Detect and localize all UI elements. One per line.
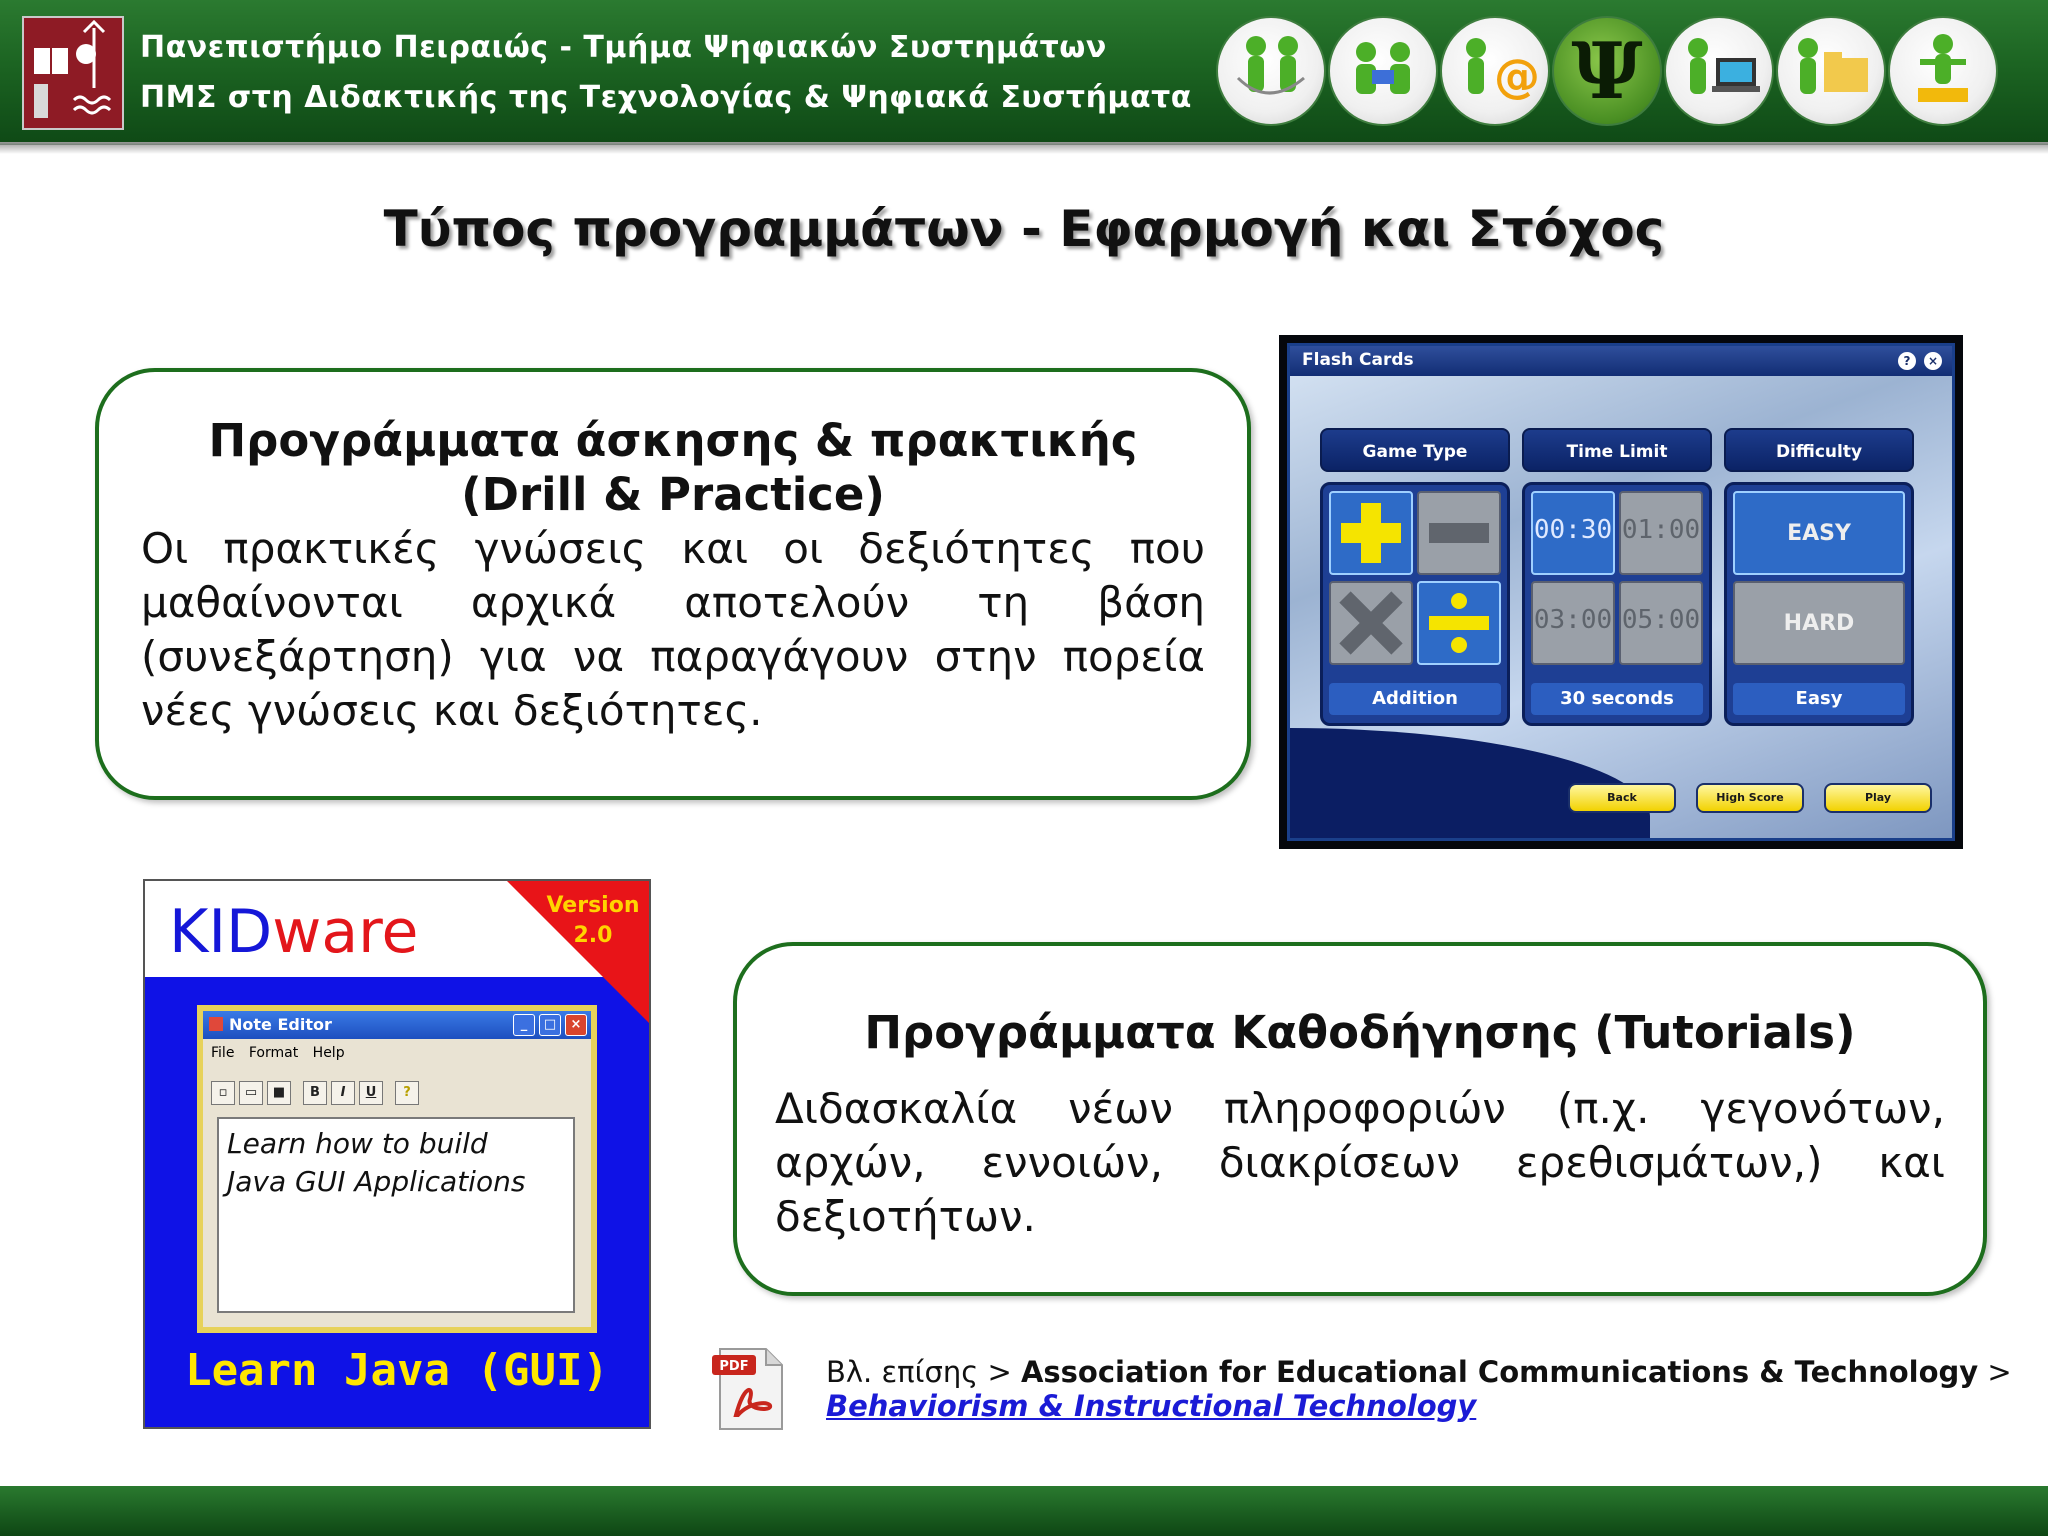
drill-practice-text: Οι πρακτικές γνώσεις και οι δεξιότητες που μαθαίνονται αρχικά αποτελούν τη βάση (συνεξάρτηση) για να παραγάγουν στην πορεία νέες γνώσεις και δεξιότητες. bbox=[141, 524, 1205, 735]
kidware-book-title: Learn Java (GUI) bbox=[185, 1345, 609, 1396]
time-option-label: 03:00 bbox=[1533, 605, 1613, 635]
tutorials-box bbox=[733, 942, 1987, 1296]
reading-figures-icon bbox=[1328, 16, 1438, 126]
bold-icon: B bbox=[303, 1081, 327, 1105]
header-line-2: ΠΜΣ στη Διδακτικής της Τεχνολογίας & Ψηφιακά Συστήματα bbox=[140, 80, 1192, 115]
figure-puzzle-icon bbox=[1888, 16, 1998, 126]
high-score-button[interactable]: High Score bbox=[1696, 783, 1804, 813]
open-folder-icon: ▭ bbox=[239, 1081, 263, 1105]
note-text-line-1: Learn how to build bbox=[227, 1127, 488, 1160]
app-icon bbox=[209, 1017, 223, 1031]
reference-text bbox=[826, 1355, 2012, 1423]
header-line-1: Πανεπιστήμιο Πειραιώς - Τμήμα Ψηφιακών Συστημάτων bbox=[140, 30, 1107, 65]
selected-difficulty: Easy bbox=[1733, 683, 1905, 715]
new-file-icon: ▫ bbox=[211, 1081, 235, 1105]
time-option-label: 05:00 bbox=[1621, 605, 1701, 635]
footer-bar bbox=[0, 1486, 2048, 1536]
figures-cables-icon bbox=[1216, 16, 1326, 126]
back-button[interactable]: Back bbox=[1568, 783, 1676, 813]
note-editor-textarea bbox=[217, 1117, 575, 1313]
at-sign-figure-icon bbox=[1440, 16, 1550, 126]
version-badge bbox=[543, 891, 643, 951]
figure-folder-icon bbox=[1776, 16, 1886, 126]
divide-icon bbox=[1417, 581, 1501, 665]
tutorials-title: Προγράμματα Καθοδήγησης (Tutorials) bbox=[864, 1006, 1856, 1059]
selected-time-limit: 30 seconds bbox=[1531, 683, 1703, 715]
flash-cards-title: Flash Cards bbox=[1302, 350, 1414, 370]
play-button[interactable]: Play bbox=[1824, 783, 1932, 813]
difficulty-easy[interactable] bbox=[1733, 491, 1905, 575]
difficulty-hard[interactable] bbox=[1733, 581, 1905, 665]
drill-practice-box bbox=[95, 368, 1251, 800]
page-title: Τύπος προγραμμάτων - Εφαρμογή και Στόχος bbox=[383, 200, 1665, 258]
note-editor-title: Note Editor bbox=[229, 1015, 332, 1034]
time-option-0030[interactable] bbox=[1531, 491, 1615, 575]
difficulty-easy-label: EASY bbox=[1787, 521, 1851, 546]
kidware-book-cover bbox=[143, 879, 651, 1429]
time-option-0300[interactable] bbox=[1531, 581, 1615, 665]
underline-icon: U bbox=[359, 1081, 383, 1105]
psi-logo-icon bbox=[1552, 16, 1662, 126]
flash-cards-titlebar bbox=[1290, 346, 1952, 376]
tutorials-text: Διδασκαλία νέων πληροφοριών (π.χ. γεγονότων, αρχών, εννοιών, διακρίσεων ερεθισμάτων,) και δεξιοτήτων. bbox=[775, 1084, 1945, 1241]
flash-cards-screenshot bbox=[1279, 335, 1963, 849]
close-window-icon: × bbox=[565, 1014, 587, 1036]
plus-icon bbox=[1329, 491, 1413, 575]
svg-text:@: @ bbox=[1494, 49, 1540, 103]
note-text-line-2: Java GUI Applications bbox=[227, 1165, 526, 1198]
flash-cards-window bbox=[1287, 343, 1955, 841]
minus-icon bbox=[1417, 491, 1501, 575]
pdf-icon[interactable] bbox=[710, 1345, 788, 1433]
version-label: Version bbox=[546, 893, 640, 918]
save-icon: ■ bbox=[267, 1081, 291, 1105]
header-banner bbox=[0, 0, 2048, 145]
header-icon-strip bbox=[1216, 16, 2036, 128]
header-shadow bbox=[0, 142, 2048, 154]
note-editor-titlebar bbox=[203, 1011, 591, 1039]
close-icon: × bbox=[1924, 352, 1942, 370]
reference-organization: Association for Educational Communications & Technology bbox=[1020, 1355, 1979, 1389]
multiply-icon bbox=[1329, 581, 1413, 665]
minimize-icon: _ bbox=[513, 1014, 535, 1036]
selected-game-type: Addition bbox=[1329, 683, 1501, 715]
psi-symbol: Ψ bbox=[1571, 26, 1643, 117]
difficulty-header: Difficulty bbox=[1724, 428, 1914, 472]
drill-practice-title bbox=[139, 414, 1207, 522]
difficulty-hard-label: HARD bbox=[1783, 611, 1855, 636]
help-icon: ? bbox=[1898, 352, 1916, 370]
time-limit-panel bbox=[1522, 482, 1712, 726]
university-logo bbox=[22, 16, 124, 130]
figure-laptop-icon bbox=[1664, 16, 1774, 126]
game-type-header: Game Type bbox=[1320, 428, 1510, 472]
difficulty-panel bbox=[1724, 482, 1914, 726]
kidware-logo-ware: ware bbox=[272, 897, 419, 967]
drill-title-line-2: (Drill & Practice) bbox=[461, 468, 885, 521]
time-limit-header: Time Limit bbox=[1522, 428, 1712, 472]
game-type-panel bbox=[1320, 482, 1510, 726]
time-option-label: 01:00 bbox=[1621, 515, 1701, 545]
reference-prefix: Βλ. επίσης > bbox=[826, 1355, 1021, 1389]
time-option-0500[interactable] bbox=[1619, 581, 1703, 665]
maximize-icon: □ bbox=[539, 1014, 561, 1036]
time-option-label: 00:30 bbox=[1533, 515, 1613, 545]
behaviorism-link[interactable]: Behaviorism & Instructional Technology bbox=[826, 1389, 1477, 1423]
kidware-logo-kid: KID bbox=[169, 897, 273, 967]
reference-separator: > bbox=[1978, 1355, 2012, 1389]
note-editor-menu: File Format Help bbox=[211, 1045, 345, 1061]
note-editor-window bbox=[197, 1005, 597, 1333]
help-icon: ? bbox=[395, 1081, 419, 1105]
time-option-0100[interactable] bbox=[1619, 491, 1703, 575]
kidware-logo bbox=[169, 899, 418, 965]
version-number: 2.0 bbox=[573, 923, 613, 948]
drill-title-line-1: Προγράμματα άσκησης & πρακτικής bbox=[208, 414, 1138, 467]
italic-icon: I bbox=[331, 1081, 355, 1105]
pdf-icon-label: PDF bbox=[719, 1359, 749, 1374]
